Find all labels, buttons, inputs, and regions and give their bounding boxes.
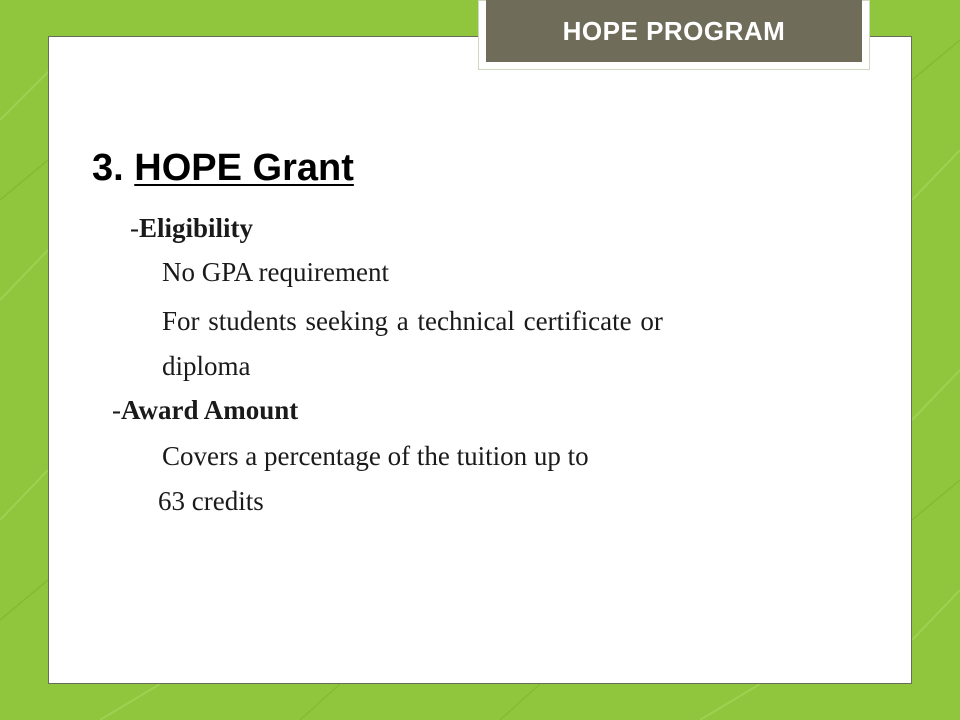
eligibility-line-3: diploma [162,351,251,381]
eligibility-line-1: No GPA requirement [162,257,389,287]
award-line-2: 63 credits [158,486,264,516]
program-tab: HOPE PROGRAM [486,0,862,62]
eligibility-line-2: For students seeking a technical certificate or [162,306,663,336]
slide-number: 3. [92,147,124,189]
award-heading [112,390,298,430]
eligibility-prefix: - [130,213,139,243]
award-heading-text: Award Amount [121,395,299,425]
slide-title-text: HOPE Grant [134,147,354,189]
eligibility-heading-text: Eligibility [139,213,254,243]
award-line-1: Covers a percentage of the tuition up to [162,441,589,471]
award-prefix: - [112,395,121,425]
slide-title [92,142,354,194]
eligibility-heading [130,208,253,248]
